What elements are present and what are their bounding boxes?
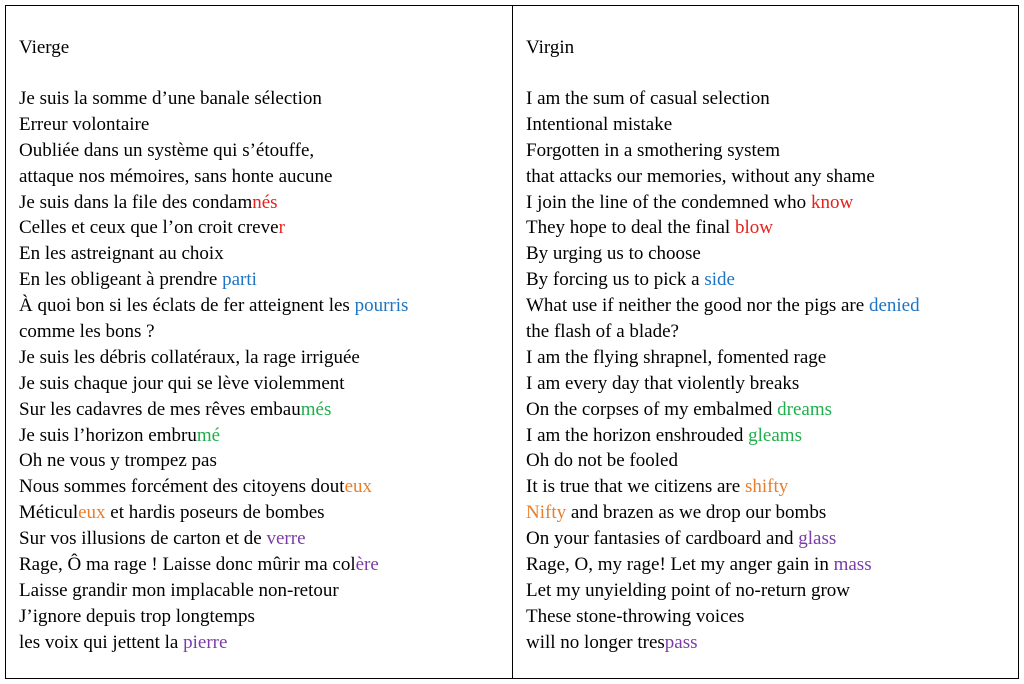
- rhyme-highlight: side: [704, 269, 735, 291]
- line-text: Je suis dans la file des condam: [19, 191, 253, 213]
- line-text: Oh do not be fooled: [526, 450, 678, 472]
- poem-line: [526, 215, 920, 241]
- poem-line: [19, 112, 408, 138]
- line-text: En les astreignant au choix: [19, 243, 224, 265]
- poem-line: [19, 241, 408, 267]
- poem-line: [19, 552, 408, 578]
- poem-line: [526, 604, 920, 630]
- line-text: Let my unyielding point of no-return grow: [526, 579, 850, 601]
- rhyme-highlight: dreams: [777, 398, 833, 420]
- rhyme-highlight: mé: [196, 424, 221, 446]
- rhyme-highlight: verre: [266, 528, 306, 550]
- line-text: By urging us to choose: [526, 243, 701, 265]
- poem-line: [19, 319, 408, 345]
- poem-line: [19, 138, 408, 164]
- rhyme-highlight: know: [810, 191, 854, 213]
- english-title: Virgin: [526, 37, 575, 58]
- poem-line: [526, 630, 920, 656]
- english-column: [513, 6, 1018, 678]
- poem-line: [526, 241, 920, 267]
- poem-line: [526, 526, 920, 552]
- line-text: I am every day that violently breaks: [526, 372, 800, 394]
- rhyme-highlight: pierre: [183, 631, 228, 653]
- poem-line: [19, 474, 408, 500]
- poem-line: [526, 448, 920, 474]
- line-text: the flash of a blade?: [526, 321, 679, 343]
- english-lines: [526, 86, 920, 656]
- poem-line: [19, 86, 408, 112]
- line-text: comme les bons ?: [19, 321, 155, 343]
- poem-line: [526, 578, 920, 604]
- line-text: I am the horizon enshrouded: [526, 424, 749, 446]
- rhyme-highlight: shifty: [744, 476, 789, 498]
- line-text: and brazen as we drop our bombs: [566, 502, 827, 524]
- line-text: Oh ne vous y trompez pas: [19, 450, 217, 472]
- poem-line: [526, 112, 920, 138]
- poem-line: [19, 604, 408, 630]
- poem-line: [19, 397, 408, 423]
- line-text: Je suis l’horizon embru: [19, 424, 197, 446]
- line-text: On the corpses of my embalmed: [526, 398, 778, 420]
- rhyme-highlight: mass: [833, 554, 872, 576]
- rhyme-highlight: glass: [798, 528, 837, 550]
- poem-line: [19, 526, 408, 552]
- poem-line: [19, 448, 408, 474]
- line-text: Méticul: [19, 502, 79, 524]
- poem-line: [526, 267, 920, 293]
- poem-line: [19, 215, 408, 241]
- poem-line: [19, 371, 408, 397]
- line-text: Celles et ceux que l’on croit creve: [19, 217, 279, 239]
- line-text: Oubliée dans un système qui s’étouffe,: [19, 139, 315, 161]
- line-text: It is true that we citizens are: [526, 476, 745, 498]
- line-text: Je suis la somme d’une banale sélection: [19, 88, 322, 109]
- line-text: These stone-throwing voices: [526, 605, 745, 627]
- line-text: Intentional mistake: [526, 113, 673, 135]
- line-text: I am the sum of casual selection: [526, 88, 770, 109]
- rhyme-highlight: blow: [734, 217, 773, 239]
- line-text: et hardis poseurs de bombes: [105, 502, 325, 524]
- poem-line: [526, 552, 920, 578]
- rhyme-highlight: r: [278, 217, 285, 239]
- line-text: Je suis chaque jour qui se lève violemment: [19, 372, 345, 394]
- poem-line: [19, 500, 408, 526]
- french-lines: [19, 86, 408, 656]
- poem-line: [19, 423, 408, 449]
- poem-line: [19, 164, 408, 190]
- poem-line: [526, 293, 920, 319]
- rhyme-highlight: gleams: [748, 424, 802, 446]
- poem-line: [526, 190, 920, 216]
- poem-line: [526, 164, 920, 190]
- poem-line: [19, 630, 408, 656]
- poem-line: [526, 138, 920, 164]
- poem-line: [19, 578, 408, 604]
- line-text: They hope to deal the final: [526, 217, 735, 239]
- rhyme-highlight: Nifty: [526, 502, 567, 524]
- poem-line: [19, 267, 408, 293]
- line-text: En les obligeant à prendre: [19, 269, 223, 291]
- french-column: [6, 6, 513, 678]
- line-text: Je suis les débris collatéraux, la rage irriguée: [19, 346, 360, 368]
- line-text: les voix qui jettent la: [19, 631, 184, 653]
- poem-line: [526, 371, 920, 397]
- line-text: À quoi bon si les éclats de fer atteignent les: [19, 295, 355, 317]
- line-text: Forgotten in a smothering system: [526, 139, 781, 161]
- line-text: Rage, O, my rage! Let my anger gain in: [526, 554, 834, 576]
- line-text: Laisse grandir mon implacable non-retour: [19, 579, 339, 601]
- rhyme-highlight: més: [300, 398, 332, 420]
- poem-line: [526, 474, 920, 500]
- rhyme-highlight: nés: [252, 191, 278, 213]
- poem-line: [526, 423, 920, 449]
- rhyme-highlight: eux: [78, 502, 106, 524]
- rhyme-highlight: pass: [664, 631, 698, 653]
- line-text: What use if neither the good nor the pigs are: [526, 295, 869, 317]
- poem-line: [526, 345, 920, 371]
- rhyme-highlight: eux: [344, 476, 373, 498]
- line-text: By forcing us to pick a: [526, 269, 705, 291]
- line-text: will no longer tres: [526, 631, 665, 653]
- poem-line: [526, 397, 920, 423]
- poem-line: [19, 293, 408, 319]
- poem-line: [526, 86, 920, 112]
- line-text: J’ignore depuis trop longtemps: [19, 605, 255, 627]
- line-text: On your fantasies of cardboard and: [526, 528, 799, 550]
- poem-line: [19, 345, 408, 371]
- poem-line: [526, 500, 920, 526]
- line-text: attaque nos mémoires, sans honte aucune: [19, 165, 333, 187]
- rhyme-highlight: parti: [222, 269, 257, 291]
- line-text: Rage, Ô ma rage ! Laisse donc mûrir ma col: [19, 554, 356, 576]
- line-text: I am the flying shrapnel, fomented rage: [526, 346, 827, 368]
- rhyme-highlight: pourris: [354, 295, 409, 317]
- poem-line: [19, 190, 408, 216]
- french-title: Vierge: [19, 37, 70, 58]
- poem-line: [526, 319, 920, 345]
- rhyme-highlight: ère: [355, 554, 379, 576]
- line-text: Sur vos illusions de carton et de: [19, 528, 267, 550]
- line-text: Nous sommes forcément des citoyens dout: [19, 476, 345, 498]
- poem-table: [5, 5, 1019, 679]
- line-text: Erreur volontaire: [19, 113, 150, 135]
- line-text: that attacks our memories, without any shame: [526, 165, 875, 187]
- line-text: I join the line of the condemned who: [526, 191, 811, 213]
- rhyme-highlight: denied: [868, 295, 920, 317]
- line-text: Sur les cadavres de mes rêves embau: [19, 398, 301, 420]
